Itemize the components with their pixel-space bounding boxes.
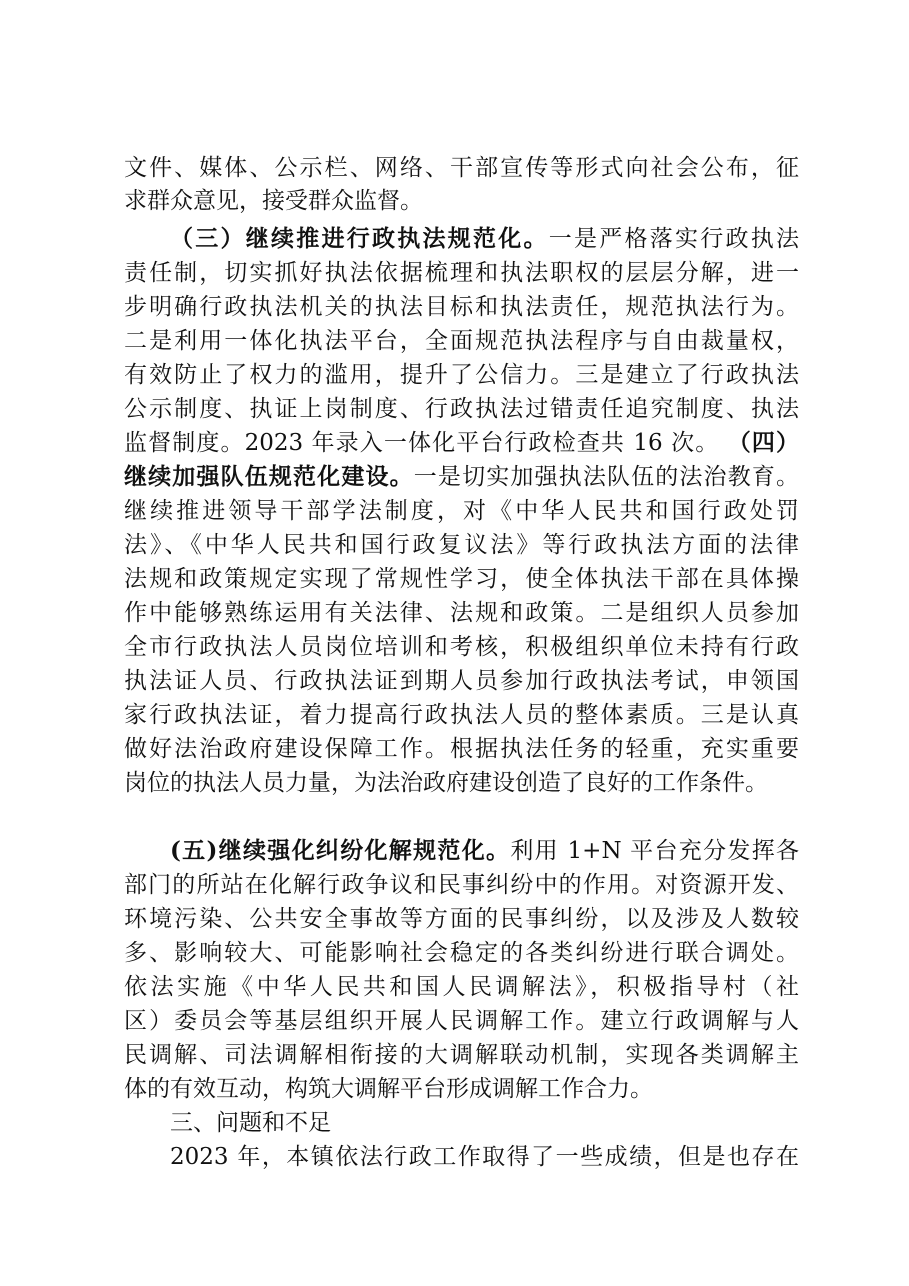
text-line xyxy=(124,1038,799,1072)
text-line xyxy=(124,902,799,936)
section-heading-3: （三）继续推进行政执法规范化。 xyxy=(170,225,549,252)
line-segment: 家行政执法证，着力提高行政执法人员的整体素质。三是认真 xyxy=(124,702,799,728)
text-line xyxy=(124,970,799,1004)
text-line xyxy=(124,936,799,970)
text-line xyxy=(124,358,799,392)
line-segment: 利用 1+N 平台充分发挥各 xyxy=(510,838,799,864)
line-segment: 公示制度、执证上岗制度、行政执法过错责任追究制度、执法 xyxy=(124,396,799,422)
section-heading-5: (五)继续强化纠纷化解规范化。 xyxy=(170,837,511,864)
text-line xyxy=(170,1140,799,1174)
chapter-heading-text: 三、问题和不足 xyxy=(170,1110,331,1136)
line-segment: 体的有效互动，构筑大调解平台形成调解工作合力。 xyxy=(124,1076,653,1102)
text-line xyxy=(124,766,799,800)
line-segment: 民调解、司法调解相衔接的大调解联动机制，实现各类调解主 xyxy=(124,1042,799,1068)
line-segment: 一是切实加强执法队伍的法治教育。 xyxy=(413,464,799,490)
line-segment: 部门的所站在化解行政争议和民事纠纷中的作用。对资源开发、 xyxy=(124,872,799,898)
line-segment: 法规和政策规定实现了常规性学习，使全体执法干部在具体操 xyxy=(124,566,799,592)
line-segment: 依法实施《中华人民共和国人民调解法》，积极指导村（社 xyxy=(124,974,799,1000)
text-line xyxy=(124,732,799,766)
line-segment: 全市行政执法人员岗位培训和考核，积极组织单位未持有行政 xyxy=(124,634,799,660)
text-line xyxy=(124,698,799,732)
line-segment: 文件、媒体、公示栏、网络、干部宣传等形式向社会公布，征 xyxy=(124,155,799,181)
text-line xyxy=(124,596,799,630)
line-segment: 法》、《中华人民共和国行政复议法》等行政执法方面的法律 xyxy=(124,532,799,558)
text-line xyxy=(124,290,799,324)
line-segment: 监督制度。2023 年录入一体化平台行政检查共 16 次。 xyxy=(124,430,728,456)
text-line xyxy=(124,1004,799,1038)
text-line xyxy=(124,630,799,664)
section-heading-4-prefix: （四） xyxy=(727,429,799,456)
text-line xyxy=(124,151,799,185)
text-line xyxy=(170,222,799,256)
text-line xyxy=(170,834,799,868)
text-line xyxy=(124,562,799,596)
line-segment: 继续推进领导干部学法制度，对《中华人民共和国行政处罚 xyxy=(124,498,799,524)
text-line xyxy=(124,184,799,218)
line-segment: 多、影响较大、可能影响社会稳定的各类纠纷进行联合调处。 xyxy=(124,940,799,966)
line-segment: 二是利用一体化执法平台，全面规范执法程序与自由裁量权， xyxy=(124,328,799,354)
text-line xyxy=(124,1072,799,1106)
text-line xyxy=(124,324,799,358)
line-segment: 环境污染、公共安全事故等方面的民事纠纷，以及涉及人数较 xyxy=(124,906,799,932)
line-segment: 步明确行政执法机关的执法目标和执法责任，规范执法行为。 xyxy=(124,294,799,320)
text-line xyxy=(124,256,799,290)
text-line xyxy=(124,664,799,698)
line-segment: 区）委员会等基层组织开展人民调解工作。建立行政调解与人 xyxy=(124,1008,799,1034)
text-line xyxy=(124,528,799,562)
line-segment: 作中能够熟练运用有关法律、法规和政策。二是组织人员参加 xyxy=(124,600,799,626)
text-line xyxy=(124,426,799,460)
chapter-heading xyxy=(170,1106,799,1140)
line-segment: 有效防止了权力的滥用，提升了公信力。三是建立了行政执法 xyxy=(124,362,799,388)
line-segment: 岗位的执法人员力量，为法治政府建设创造了良好的工作条件。 xyxy=(124,770,768,796)
line-segment: 做好法治政府建设保障工作。根据执法任务的轻重，充实重要 xyxy=(124,736,799,762)
line-segment: 求群众意见，接受群众监督。 xyxy=(124,188,423,214)
text-line xyxy=(124,868,799,902)
section-heading-4: 继续加强队伍规范化建设。 xyxy=(124,463,414,490)
text-line xyxy=(124,392,799,426)
text-line xyxy=(124,460,799,494)
line-segment: 责任制，切实抓好执法依据梳理和执法职权的层层分解，进一 xyxy=(124,260,799,286)
line-segment: 一是严格落实行政执法 xyxy=(548,226,799,252)
text-line xyxy=(124,494,799,528)
line-segment: 执法证人员、行政执法证到期人员参加行政执法考试，申领国 xyxy=(124,668,799,694)
line-segment: 2023 年，本镇依法行政工作取得了一些成绩，但是也存在 xyxy=(170,1144,799,1170)
